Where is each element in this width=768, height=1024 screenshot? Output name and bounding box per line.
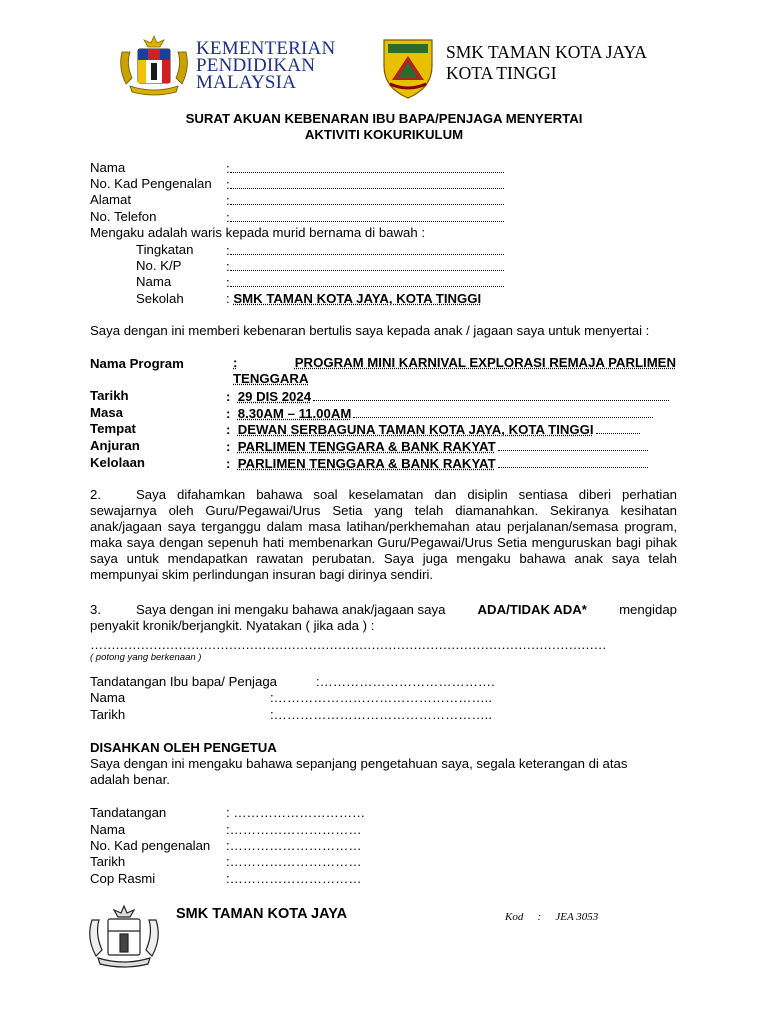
- guardian-signature-label: Tandatangan Ibu bapa/ Penjaga: [90, 674, 277, 689]
- principal-signature-label: Tandatangan: [90, 805, 167, 820]
- guardian-address-label: Alamat: [90, 192, 132, 207]
- paragraph-3: 3. Saya dengan ini mengaku bahawa anak/jagaan saya ADA/TIDAK ADA* mengidap penyakit kronik/berjangkit. Nyatakan ( jika ada ) :: [90, 602, 677, 633]
- guardian-sign-name-field[interactable]: :…………………………………………..: [270, 690, 492, 705]
- program-date-value: : 29 DIS 2024: [226, 388, 669, 405]
- guardian-address-field[interactable]: :: [226, 192, 504, 209]
- program-organizer-label: Anjuran: [90, 438, 140, 453]
- principal-ic-label: No. Kad pengenalan: [90, 838, 211, 853]
- official-stamp-field[interactable]: :…………………………: [226, 871, 362, 886]
- school-crest: [380, 36, 436, 100]
- principal-name-label: Nama: [90, 822, 126, 837]
- student-form-field[interactable]: :: [226, 242, 504, 259]
- school-town: KOTA TINGGI: [446, 63, 557, 83]
- student-ic-field[interactable]: :: [226, 258, 504, 275]
- student-school-value: : SMK TAMAN KOTA JAYA, KOTA TINGGI: [226, 291, 482, 306]
- strike-note: ( potong yang berkenaan ): [90, 652, 202, 663]
- guardian-sign-name-label: Nama: [90, 690, 126, 705]
- program-time-value: : 8.30AM – 11.00AM: [226, 405, 653, 422]
- student-form-label: Tingkatan: [136, 242, 194, 257]
- guardian-intro: Mengaku adalah waris kepada murid bernama di bawah :: [90, 225, 426, 240]
- principal-heading: DISAHKAN OLEH PENGETUA: [90, 740, 277, 755]
- ministry-crest: [116, 34, 192, 98]
- permission-statement: Saya dengan ini memberi kebenaran bertulis saya kepada anak / jagaan saya untuk menyertai :: [90, 323, 650, 338]
- program-name-label: Nama Program: [90, 356, 184, 371]
- principal-name-field[interactable]: :…………………………: [226, 822, 362, 837]
- footer-school-name: SMK TAMAN KOTA JAYA: [176, 906, 348, 922]
- program-time-label: Masa: [90, 405, 123, 420]
- disease-details-field[interactable]: ……………………………………………………………………………………………………………: [90, 637, 607, 652]
- guardian-ic-field[interactable]: :: [226, 176, 504, 193]
- guardian-phone-label: No. Telefon: [90, 209, 157, 224]
- school-heading: [446, 42, 647, 84]
- guardian-name-field[interactable]: :: [226, 160, 504, 177]
- program-organizer-value: : PARLIMEN TENGGARA & BANK RAKYAT: [226, 438, 648, 455]
- program-date-label: Tarikh: [90, 388, 129, 403]
- principal-statement: Saya dengan ini mengaku bahawa sepanjang pengetahuan saya, segala keterangan di atas adalah benar.: [90, 756, 628, 787]
- guardian-phone-field[interactable]: :: [226, 209, 504, 226]
- guardian-signature-field[interactable]: :………………………………….: [316, 674, 495, 689]
- student-school-label: Sekolah: [136, 291, 184, 306]
- principal-date-field[interactable]: :…………………………: [226, 854, 362, 869]
- student-ic-label: No. K/P: [136, 258, 182, 273]
- principal-signature-field[interactable]: : …………………………: [226, 805, 366, 820]
- program-venue-value: : DEWAN SERBAGUNA TAMAN KOTA JAYA, KOTA TINGGI: [226, 421, 640, 438]
- principal-date-label: Tarikh: [90, 854, 126, 869]
- school-name: SMK TAMAN KOTA JAYA: [446, 42, 647, 62]
- guardian-name-label: Nama: [90, 160, 126, 175]
- ministry-wordmark: KEMENTERIAN PENDIDIKAN MALAYSIA: [196, 38, 336, 93]
- principal-ic-field[interactable]: :…………………………: [226, 838, 362, 853]
- program-venue-label: Tempat: [90, 421, 136, 436]
- footer-code: Kod : JEA 3053: [505, 911, 599, 923]
- guardian-ic-label: No. Kad Pengenalan: [90, 176, 212, 191]
- program-name-value: : PROGRAM MINI KARNIVAL EXPLORASI REMAJA PARLIMEN TENGGARA: [233, 355, 676, 386]
- document-title: SURAT AKUAN KEBENARAN IBU BAPA/PENJAGA MENYERTAI AKTIVITI KOKURIKULUM: [185, 111, 583, 142]
- student-name-label: Nama: [136, 274, 172, 289]
- guardian-sign-date-field[interactable]: :…………………………………………..: [270, 707, 492, 722]
- footer-crest: [84, 904, 164, 970]
- student-name-field[interactable]: :: [226, 274, 504, 291]
- official-stamp-label: Cop Rasmi: [90, 871, 156, 886]
- paragraph-2: 2. Saya difahamkan bahawa soal keselamatan dan disiplin sentiasa diberi perhatian sewajarnya oleh Guru/Pegawai/Urus Setia yang telah diamanahkan. Sekiranya kesihatan anak/jagaan saya terganggu dalam masa latihan/perkhemahan atau perjalanan/semasa program, maka saya dengan sepenuh hati membenarkan Guru/Pegawai/Urus Setia menguruskan bagi pihak saya untuk mendapatkan rawatan perubatan. Saya juga mengaku bahawa anak saya telah mempunyai skim perlindungan insuran bagi dirinya sendiri.: [90, 487, 677, 582]
- program-manager-value: : PARLIMEN TENGGARA & BANK RAKYAT: [226, 455, 648, 472]
- program-manager-label: Kelolaan: [90, 455, 145, 470]
- guardian-sign-date-label: Tarikh: [90, 707, 126, 722]
